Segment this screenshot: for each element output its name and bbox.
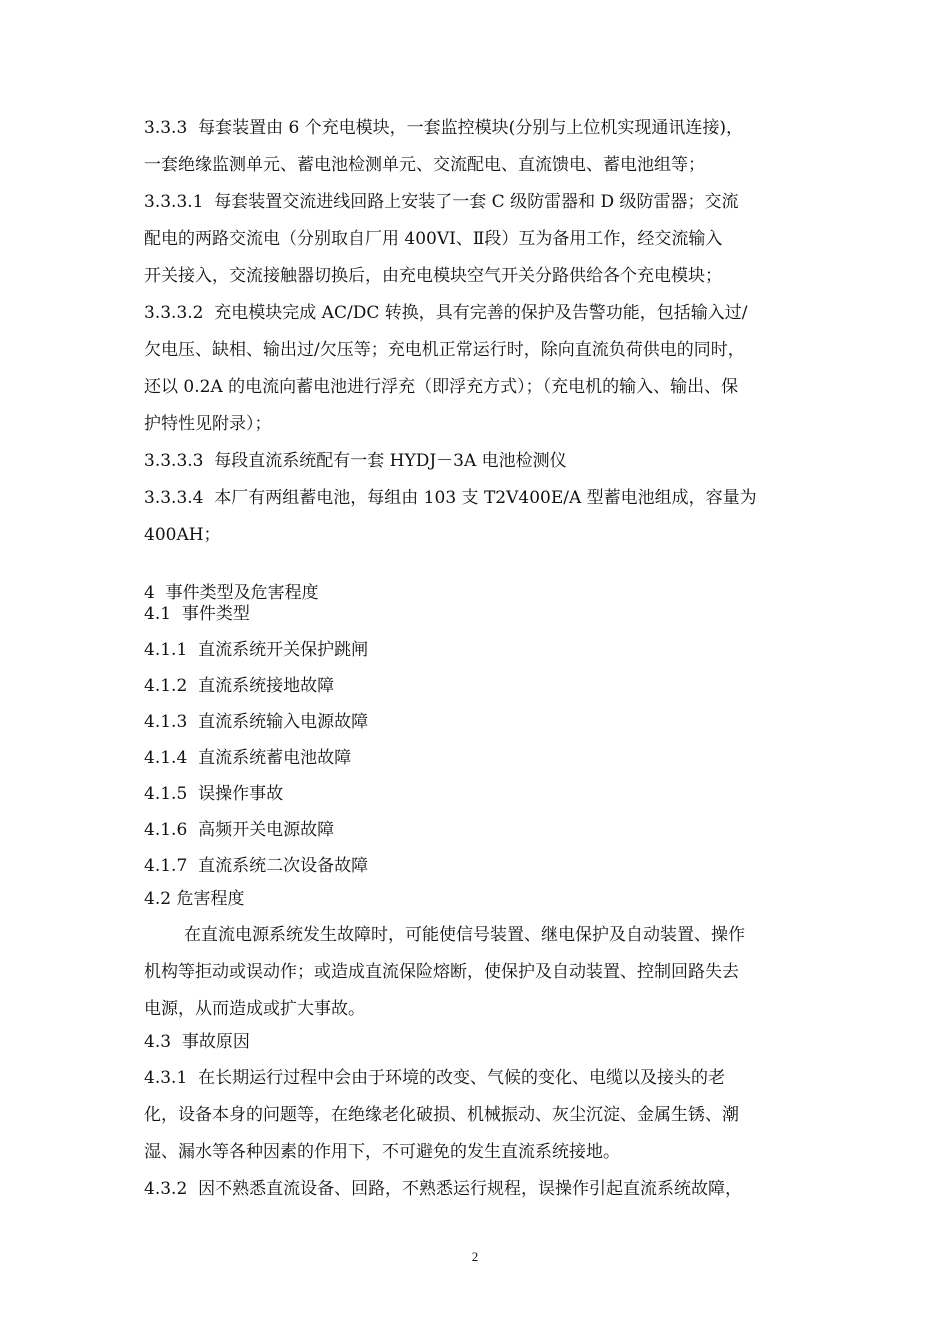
paragraph-4-3-1-line-3: 湿、漏水等各种因素的作用下，不可避免的发生直流系统接地。 bbox=[144, 1142, 620, 1162]
document-body bbox=[144, 118, 809, 1199]
paragraph-4-3-1-line-2: 化，设备本身的问题等，在绝缘老化破损、机械振动、灰尘沉淀、金属生锈、潮 bbox=[144, 1105, 739, 1125]
paragraph-3-3-3-1-line-1: 3.3.3.1 每套装置交流进线回路上安装了一套 C 级防雷器和 D 级防雷器；交流 bbox=[144, 192, 739, 212]
section-4-heading: 4 事件类型及危害程度 bbox=[144, 583, 319, 603]
list-item-4-1-3: 4.1.3 直流系统输入电源故障 bbox=[144, 712, 369, 732]
paragraph-3-3-3-line-2: 一套绝缘监测单元、蓄电池检测单元、交流配电、直流馈电、蓄电池组等； bbox=[144, 155, 705, 175]
list-item-4-1-6: 4.1.6 高频开关电源故障 bbox=[144, 820, 335, 840]
paragraph-3-3-3-4-line-2: 400AH； bbox=[144, 525, 221, 545]
paragraph-4-3-2-line-1: 4.3.2 因不熟悉直流设备、回路，不熟悉运行规程，误操作引起直流系统故障， bbox=[144, 1179, 743, 1199]
list-item-4-1-1: 4.1.1 直流系统开关保护跳闸 bbox=[144, 640, 369, 660]
paragraph-4-2-line-3: 电源，从而造成或扩大事故。 bbox=[144, 999, 365, 1019]
list-item-4-1-4: 4.1.4 直流系统蓄电池故障 bbox=[144, 748, 352, 768]
paragraph-3-3-3-2-line-4: 护特性见附录）； bbox=[144, 414, 272, 434]
section-4-1-heading: 4.1 事件类型 bbox=[144, 604, 250, 624]
paragraph-3-3-3-2-line-2: 欠电压、缺相、输出过/欠压等；充电机正常运行时，除向直流负荷供电的同时， bbox=[144, 340, 745, 360]
list-item-4-1-2: 4.1.2 直流系统接地故障 bbox=[144, 676, 335, 696]
paragraph-3-3-3-2-line-1: 3.3.3.2 充电模块完成 AC/DC 转换，具有完善的保护及告警功能，包括输入过/ bbox=[144, 303, 748, 323]
paragraph-3-3-3-line-1: 3.3.3 每套装置由 6 个充电模块，一套监控模块(分别与上位机实现通讯连接)， bbox=[144, 118, 743, 138]
list-item-4-1-7: 4.1.7 直流系统二次设备故障 bbox=[144, 856, 369, 876]
paragraph-3-3-3-2-line-3: 还以 0.2A 的电流向蓄电池进行浮充（即浮充方式）；（充电机的输入、输出、保 bbox=[144, 377, 739, 397]
paragraph-3-3-3-4-line-1: 3.3.3.4 本厂有两组蓄电池，每组由 103 支 T2V400E/A 型蓄电池组成，容量为 bbox=[144, 488, 757, 508]
paragraph-4-3-1-line-1: 4.3.1 在长期运行过程中会由于环境的改变、气候的变化、电缆以及接头的老 bbox=[144, 1068, 726, 1088]
section-4-3-heading: 4.3 事故原因 bbox=[144, 1032, 250, 1052]
list-item-4-1-5: 4.1.5 误操作事故 bbox=[144, 784, 284, 804]
paragraph-4-2-line-1: 在直流电源系统发生故障时，可能使信号装置、继电保护及自动装置、操作 bbox=[184, 925, 745, 945]
paragraph-3-3-3-1-line-3: 开关接入，交流接触器切换后，由充电模块空气开关分路供给各个充电模块； bbox=[144, 266, 722, 286]
paragraph-4-2-line-2: 机构等拒动或误动作；或造成直流保险熔断，使保护及自动装置、控制回路失去 bbox=[144, 962, 739, 982]
paragraph-3-3-3-1-line-2: 配电的两路交流电（分别取自厂用 400VⅠ、Ⅱ段）互为备用工作，经交流输入 bbox=[144, 229, 723, 249]
paragraph-3-3-3-3: 3.3.3.3 每段直流系统配有一套 HYDJ－3A 电池检测仪 bbox=[144, 451, 567, 471]
section-4-2-heading: 4.2 危害程度 bbox=[144, 889, 245, 909]
page-number: 2 bbox=[471, 1249, 479, 1264]
